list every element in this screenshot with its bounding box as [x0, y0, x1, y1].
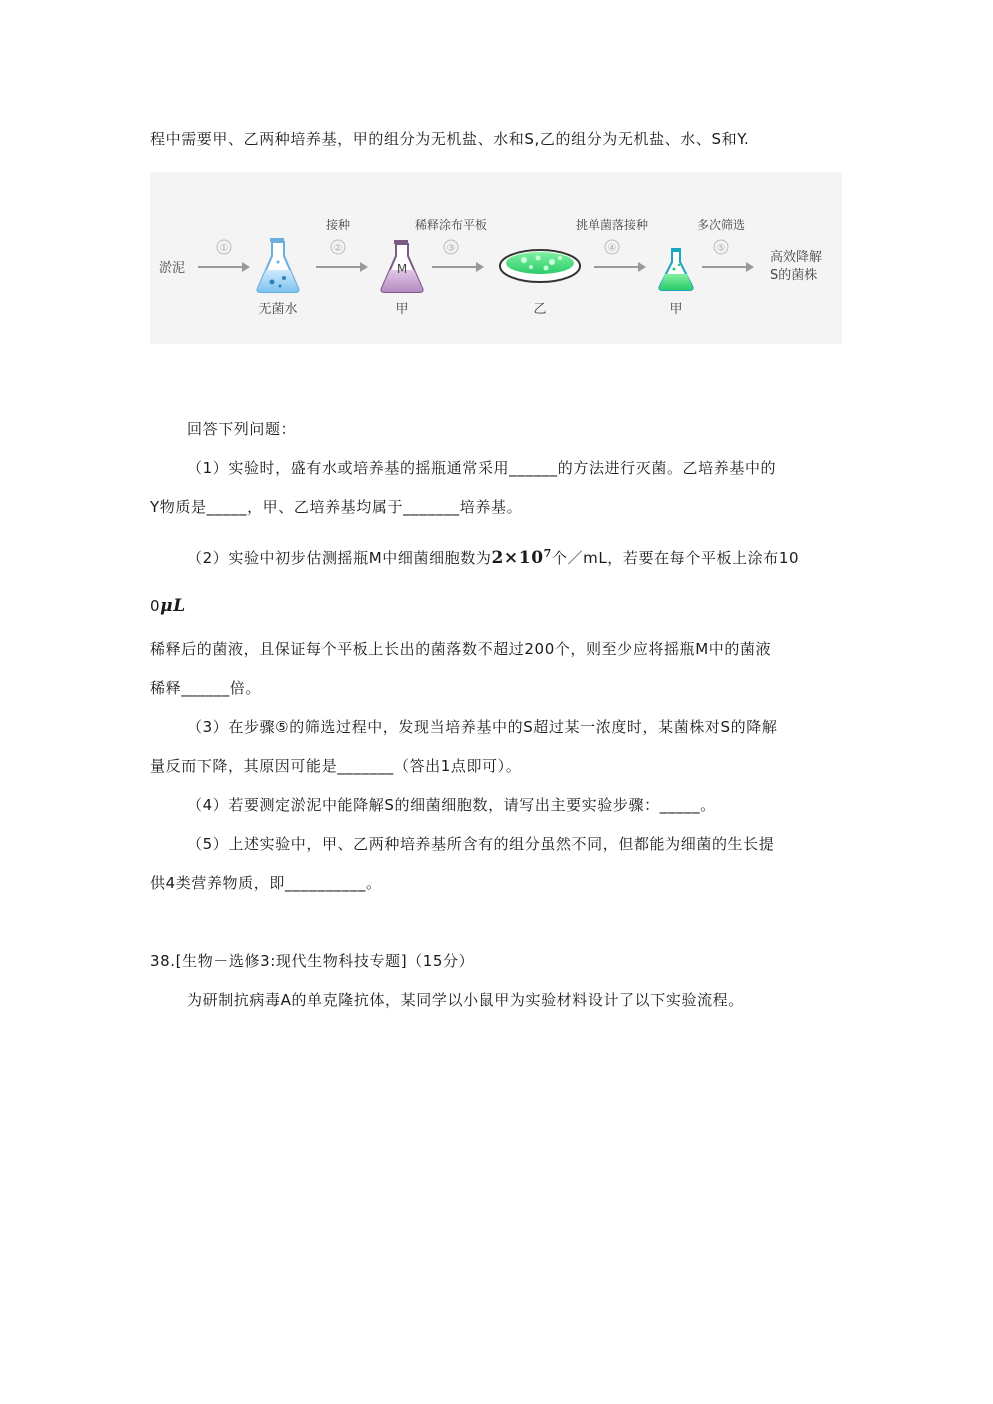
end-label-line1: 高效降解	[770, 250, 823, 265]
q5-line2: 供4类营养物质，即__________。	[150, 874, 382, 892]
q3-line1: （3）在步骤⑤的筛选过程中，发现当培养基中的S超过某一浓度时，某菌株对S的降解	[187, 718, 778, 736]
experiment-flow-diagram	[150, 172, 842, 344]
arrow-step-3	[415, 217, 487, 272]
q2-line3: 稀释后的菌液，且保证每个平板上长出的菌落数不超过200个，则至少应将摇瓶M中的菌液	[150, 640, 772, 658]
q2-exponent: 7	[543, 547, 552, 560]
q1-line2: Y物质是_____，甲、乙培养基均属于_______培养基。	[150, 498, 523, 516]
start-label: 淤泥	[158, 261, 186, 276]
q3-line2: 量反而下降，其原因可能是_______（答出1点即可）。	[150, 757, 522, 775]
questions-heading: 回答下列问题：	[187, 420, 297, 438]
step-4-label: 挑单菌落接种	[575, 218, 649, 232]
q5-line1: （5）上述实验中，甲、乙两种培养基所含有的组分虽然不同，但都能为细菌的生长提	[187, 835, 775, 853]
end-label-line2: S的菌株	[770, 268, 818, 283]
q2-suffix: 个／mL，若要在每个平板上涂布10	[551, 549, 800, 567]
q2-cont-number: 0	[150, 597, 161, 615]
step-3-number: ③	[446, 243, 456, 254]
arrow-step-2	[316, 217, 368, 272]
step-2-number: ②	[333, 243, 343, 254]
flask-medium-jia-2-icon	[659, 248, 692, 290]
step-5-label: 多次筛选	[696, 218, 746, 232]
q2-cont-unit: μL	[160, 596, 186, 616]
flask-medium-jia-icon	[381, 240, 422, 292]
step-2-label: 接种	[325, 218, 351, 232]
q2-math: 2×10	[491, 548, 544, 568]
intro-line: 程中需要甲、乙两种培养基，甲的组分为无机盐、水和S,乙的组分为无机盐、水、S和Y.	[150, 130, 750, 148]
vessel-3-label: 乙	[533, 302, 547, 317]
step-1-number: ①	[219, 243, 229, 254]
arrow-step-1	[198, 240, 250, 272]
q2-prefix: （2）实验中初步估测摇瓶M中细菌细胞数为	[187, 549, 492, 567]
arrow-step-4	[576, 217, 648, 272]
q2-line1	[187, 543, 799, 569]
step-5-number: ⑤	[716, 243, 726, 254]
section-38-title: 38.[生物－选修3:现代生物科技专题]（15分）	[150, 952, 475, 970]
step-3-label: 稀释涂布平板	[414, 218, 488, 232]
q2-line4: 稀释______倍。	[150, 679, 262, 697]
q1-line1: （1）实验时，盛有水或培养基的摇瓶通常采用______的方法进行灭菌。乙培养基中的	[187, 459, 777, 477]
step-4-number: ④	[607, 243, 617, 254]
flask-m-mark: M	[396, 262, 408, 276]
vessel-4-label: 甲	[669, 302, 683, 317]
vessel-1-label: 无菌水	[258, 302, 298, 317]
petri-dish-icon	[500, 250, 580, 282]
section-38-intro: 为研制抗病毒A的单克隆抗体，某同学以小鼠甲为实验材料设计了以下实验流程。	[187, 991, 744, 1009]
flask-sterile-water-icon	[257, 238, 298, 292]
vessel-2-label: 甲	[395, 302, 409, 317]
q4-line1: （4）若要测定淤泥中能降解S的细菌细胞数，请写出主要实验步骤：_____。	[187, 796, 716, 814]
arrow-step-5	[697, 217, 754, 272]
q2-line2	[150, 595, 186, 617]
flow-diagram-svg	[150, 172, 842, 344]
